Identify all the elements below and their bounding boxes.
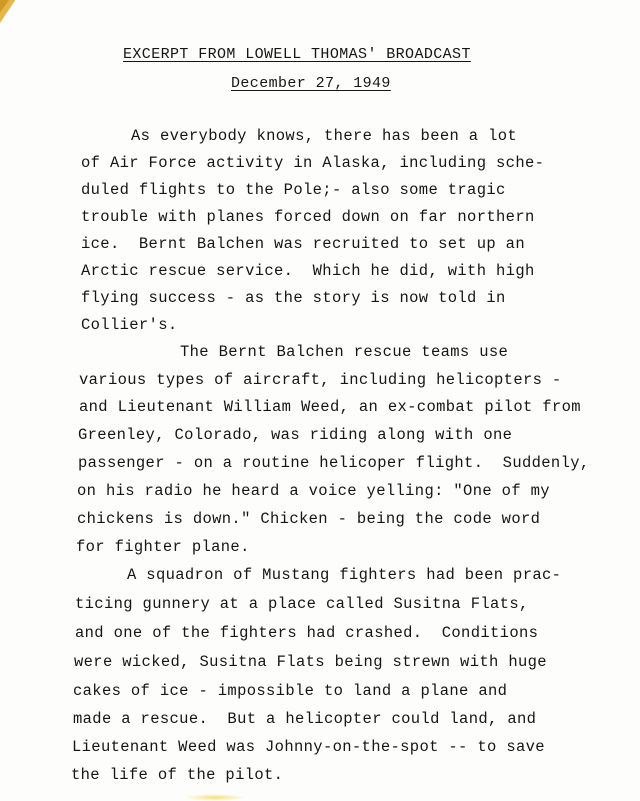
document-date: December 27, 1949 bbox=[231, 75, 391, 92]
text-line: flying success - as the story is now told in bbox=[81, 289, 506, 307]
text-line: and one of the fighters had crashed. Conditions bbox=[75, 624, 539, 642]
document-title: EXCERPT FROM LOWELL THOMAS' BROADCAST bbox=[123, 46, 471, 63]
text-line: Greenley, Colorado, was riding along with one bbox=[78, 426, 513, 444]
text-line: various types of aircraft, including helicopters - bbox=[79, 371, 562, 389]
text-line: Collier's. bbox=[81, 316, 178, 334]
text-line: ticing gunnery at a place called Susitna Flats, bbox=[75, 595, 529, 613]
paper-smudge bbox=[185, 794, 245, 801]
text-line: chickens is down." Chicken - being the code word bbox=[77, 510, 541, 528]
text-line: Lieutenant Weed was Johnny-on-the-spot -- to save bbox=[72, 738, 545, 756]
text-line: A squadron of Mustang fighters had been prac- bbox=[127, 566, 562, 584]
text-line: and Lieutenant William Weed, an ex-combat pilot from bbox=[79, 398, 581, 416]
text-line: duled flights to the Pole;- also some tragic bbox=[81, 181, 506, 199]
text-line: cakes of ice - impossible to land a plane and bbox=[73, 682, 508, 700]
text-line: passenger - on a routine helicoper flight. Suddenly, bbox=[78, 454, 590, 472]
text-line: The Bernt Balchen rescue teams use bbox=[180, 343, 509, 361]
text-line: made a rescue. But a helicopter could land, and bbox=[73, 710, 537, 728]
text-line: for fighter plane. bbox=[76, 538, 250, 556]
text-line: ice. Bernt Balchen was recruited to set up an bbox=[81, 235, 525, 253]
text-line: of Air Force activity in Alaska, including sche- bbox=[81, 154, 545, 172]
corner-mark-icon bbox=[0, 0, 24, 30]
text-line: on his radio he heard a voice yelling: "One of my bbox=[77, 482, 550, 500]
text-line: the life of the pilot. bbox=[71, 766, 284, 784]
text-line: were wicked, Susitna Flats being strewn with huge bbox=[74, 653, 547, 671]
text-line: As everybody knows, there has been a lot bbox=[131, 127, 518, 145]
text-line: Arctic rescue service. Which he did, with high bbox=[81, 262, 535, 280]
text-line: trouble with planes forced down on far northern bbox=[81, 208, 535, 226]
